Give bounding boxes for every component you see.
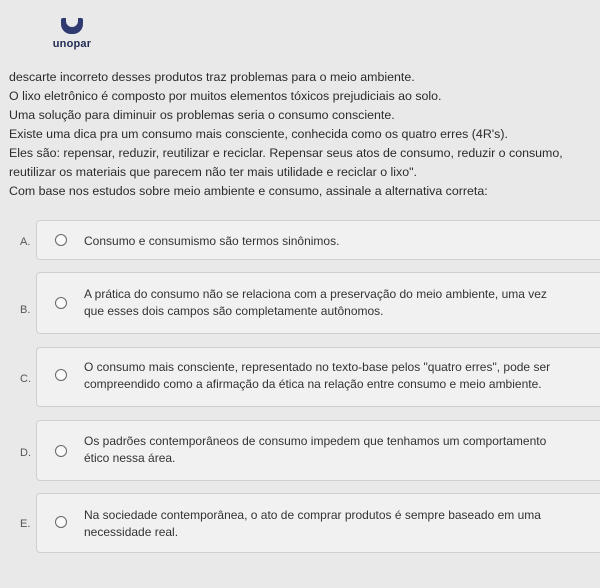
question-line: Eles são: repensar, reduzir, reutilizar e reciclar. Repensar seus atos de consumo, reduzir o consumo, (9, 146, 563, 160)
option-letter: D. (20, 447, 31, 459)
option-letter: E. (20, 518, 31, 530)
logo-text: unopar (52, 38, 92, 50)
option-line: A prática do consumo não se relaciona com a preservação do meio ambiente, uma vez (84, 287, 547, 301)
radio-circle-icon[interactable] (55, 234, 67, 246)
question-line: O lixo eletrônico é composto por muitos elementos tóxicos prejudiciais ao solo. (9, 89, 442, 103)
option-line: Os padrões contemporâneos de consumo impedem que tenhamos um comportamento (84, 434, 547, 448)
question-line: descarte incorreto desses produtos traz problemas para o meio ambiente. (9, 70, 415, 84)
option-letter: A. (20, 236, 31, 248)
option-box[interactable] (36, 272, 600, 334)
question-line: Com base nos estudos sobre meio ambiente e consumo, assinale a alternativa correta: (9, 184, 488, 198)
question-line: Existe uma dica pra um consumo mais consciente, conhecida como os quatro erres (4R's). (9, 127, 508, 141)
option-line: necessidade real. (84, 525, 179, 539)
option-text (84, 233, 590, 250)
option-line: compreendido como a afirmação da ética na relação entre consumo e meio ambiente. (84, 377, 542, 391)
option-text (84, 286, 590, 320)
option-line: Na sociedade contemporânea, o ato de comprar produtos é sempre baseado em uma (84, 508, 541, 522)
option-text (84, 433, 590, 467)
option-text (84, 507, 590, 541)
question-line: reutilizar os materiais que parecem não ter mais utilidade e reciclar o lixo". (9, 165, 417, 179)
option-text (84, 359, 590, 393)
radio-circle-icon[interactable] (55, 297, 67, 309)
option-box[interactable] (36, 493, 600, 553)
option-letter: C. (20, 373, 31, 385)
radio-circle-icon[interactable] (55, 445, 67, 457)
radio-circle-icon[interactable] (55, 516, 67, 528)
question-line: Uma solução para diminuir os problemas seria o consumo consciente. (9, 108, 395, 122)
option-box[interactable] (36, 420, 600, 481)
option-line: Consumo e consumismo são termos sinônimos. (84, 234, 340, 248)
option-line: ético nessa área. (84, 451, 176, 465)
option-letter: B. (20, 304, 31, 316)
option-box[interactable] (36, 220, 600, 260)
radio-circle-icon[interactable] (55, 369, 67, 381)
option-line: O consumo mais consciente, representado no texto-base pelos "quatro erres", pode ser (84, 360, 551, 374)
option-box[interactable] (36, 347, 600, 407)
option-line: que esses dois campos são completamente autônomos. (84, 304, 384, 318)
